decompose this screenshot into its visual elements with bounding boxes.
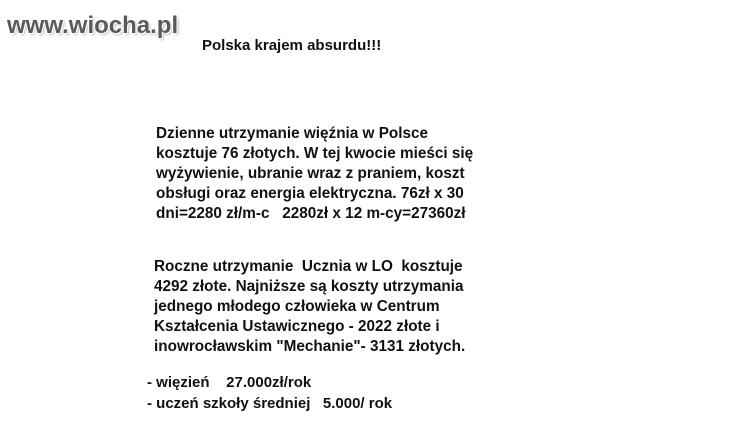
paragraph-line: dni=2280 zł/m-c 2280zł x 12 m-cy=27360zł bbox=[156, 205, 466, 222]
list-item: - więzień 27.000zł/rok bbox=[147, 374, 312, 391]
list-item: - uczeń szkoły średniej 5.000/ rok bbox=[147, 395, 393, 412]
student-cost-paragraph bbox=[154, 257, 465, 357]
paragraph-line: 4292 złote. Najniższe są koszty utrzymania bbox=[154, 278, 464, 295]
paragraph-line: obsługi oraz energia elektryczna. 76zł x 30 bbox=[156, 185, 464, 202]
prisoner-cost-paragraph bbox=[156, 124, 473, 224]
comparison-list bbox=[147, 372, 392, 414]
paragraph-line: Kształcenia Ustawicznego - 2022 złote i bbox=[154, 318, 440, 335]
page-title: Polska krajem absurdu!!! bbox=[202, 37, 382, 54]
paragraph-line: wyżywienie, ubranie wraz z praniem, koszt bbox=[156, 165, 465, 182]
paragraph-line: Dzienne utrzymanie więźnia w Polsce bbox=[156, 125, 429, 142]
paragraph-line: jednego młodego człowieka w Centrum bbox=[154, 298, 440, 315]
watermark-logo: www.wiocha.pl bbox=[7, 12, 179, 39]
paragraph-line: Roczne utrzymanie Ucznia w LO kosztuje bbox=[154, 258, 463, 275]
paragraph-line: kosztuje 76 złotych. W tej kwocie mieści się bbox=[156, 145, 474, 162]
paragraph-line: inowrocławskim "Mechanie"- 3131 złotych. bbox=[154, 338, 466, 355]
